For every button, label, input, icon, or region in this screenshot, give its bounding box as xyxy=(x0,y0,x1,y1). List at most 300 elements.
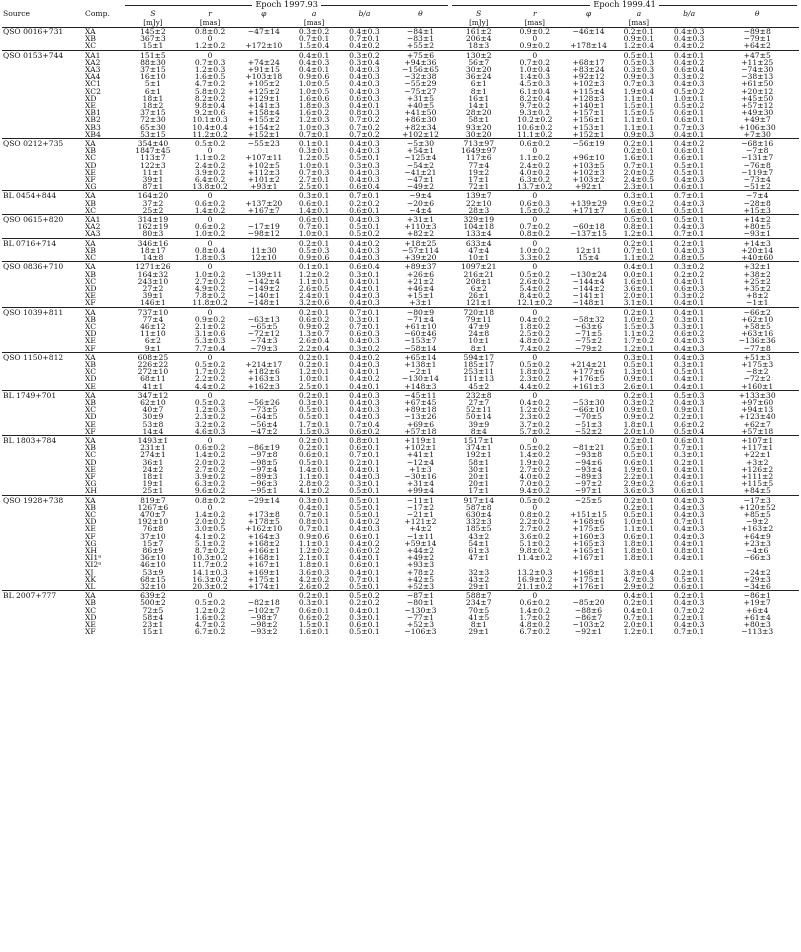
table-cell: +82±2 xyxy=(406,230,435,239)
table-row xyxy=(2,162,799,169)
table-cell: 0.6±0.2 xyxy=(349,427,380,436)
table-cell: +65±14 xyxy=(391,352,450,361)
table-cell: 0.4±0.3 xyxy=(349,337,380,345)
table-cell: 0 xyxy=(183,215,238,224)
table-row xyxy=(2,361,799,368)
table-cell: −98±2 xyxy=(250,621,278,629)
table-cell: 0.8±0.1 xyxy=(338,435,391,444)
source-cell-empty xyxy=(2,254,82,262)
table-cell: 2.2±0.2 xyxy=(519,518,551,526)
component-label: XD xyxy=(85,330,97,338)
component-label: XC xyxy=(85,254,97,262)
table-cell: −60±18 xyxy=(572,223,605,231)
table-cell: +154±2 xyxy=(247,123,280,131)
table-cell: +78±2 xyxy=(406,568,435,576)
table-cell: 2.0±0.2 xyxy=(194,458,226,466)
header-unit xyxy=(338,18,391,28)
table-cell: 1.8±0.2 xyxy=(519,322,551,331)
table-cell: 11±10 xyxy=(140,330,166,338)
table-cell: 14.1±0.3 xyxy=(192,568,228,576)
table-cell: +32±1 xyxy=(715,262,799,271)
table-cell: 25±2 xyxy=(142,206,164,215)
table-cell: 30±20 xyxy=(465,66,492,74)
table-cell: 1.5±0.1 xyxy=(623,102,655,110)
table-cell: 0.4±0.3 xyxy=(349,27,380,36)
component-label: XB xyxy=(85,35,97,43)
table-cell: +8±2 xyxy=(746,292,769,300)
table-cell: 20±1 xyxy=(468,480,490,488)
table-cell: 0.5±0.4 xyxy=(673,427,705,436)
table-cell: +171±7 xyxy=(572,206,605,215)
source-cell-empty xyxy=(2,147,82,154)
table-cell xyxy=(562,215,615,224)
source-cell-empty xyxy=(2,278,82,285)
table-cell: 1.2±0.1 xyxy=(623,344,655,353)
table-cell: 0.4±0.2 xyxy=(519,315,551,323)
table-row xyxy=(2,80,799,87)
table-row xyxy=(2,307,799,316)
table-cell: 0 xyxy=(183,238,238,247)
table-row xyxy=(2,230,799,238)
table-cell: 0.4±0.1 xyxy=(663,307,716,316)
table-cell: +167±1 xyxy=(247,561,280,569)
table-cell: 0.7±0.1 xyxy=(338,307,391,316)
table-cell: 5.7±0.2 xyxy=(519,427,551,436)
table-cell: 2.2±0.1 xyxy=(623,472,655,481)
source-cell-empty xyxy=(2,42,82,50)
table-cell: 13.7±0.2 xyxy=(517,183,553,191)
table-cell: 16.9±0.2 xyxy=(517,575,553,584)
table-cell: 3.3±0.2 xyxy=(519,254,551,262)
table-cell: −144±4 xyxy=(572,277,605,285)
component-label: XE xyxy=(85,382,96,391)
table-cell: 0.5±0.1 xyxy=(298,413,330,421)
table-row xyxy=(2,131,799,139)
table-cell: +14±2 xyxy=(715,215,799,224)
table-cell: 3.8±0.4 xyxy=(623,568,655,576)
table-cell: −139±11 xyxy=(245,270,283,278)
table-cell: 0.8±0.3 xyxy=(349,109,380,117)
table-row xyxy=(2,390,799,399)
table-cell: −125±4 xyxy=(404,154,437,162)
table-row xyxy=(2,466,799,473)
table-cell: +151±15 xyxy=(570,511,607,519)
table-cell: 0.4±0.1 xyxy=(349,102,380,110)
component-label: XC xyxy=(85,406,97,414)
table-cell: 0.3±0.1 xyxy=(290,191,338,200)
table-cell: 133±4 xyxy=(465,230,492,239)
table-cell: 0.9±0.1 xyxy=(673,406,705,414)
table-cell: 0.5±0.2 xyxy=(519,360,551,369)
table-cell: 1.1±0.1 xyxy=(623,123,655,131)
table-cell: 58±1 xyxy=(468,458,490,466)
table-cell: 9.8±0.2 xyxy=(519,547,551,555)
source-cell-empty xyxy=(2,299,82,307)
table-cell: 2.4±0.5 xyxy=(623,176,655,184)
source-cell-empty xyxy=(2,292,82,299)
table-row xyxy=(2,59,799,66)
table-cell: 4.4±0.2 xyxy=(519,382,551,391)
source-cell-empty xyxy=(2,533,82,540)
table-cell: 0.5±0.2 xyxy=(673,87,705,95)
table-cell: +82±34 xyxy=(404,123,437,131)
table-cell: 23±1 xyxy=(142,621,164,629)
table-cell: 0 xyxy=(507,262,562,271)
header-col: θ xyxy=(418,9,423,18)
table-cell: 1.8±0.2 xyxy=(519,368,551,376)
table-cell: 1.8±0.1 xyxy=(623,420,655,428)
table-cell: +86±30 xyxy=(404,116,437,124)
table-cell: 0.6±0.1 xyxy=(290,215,338,224)
table-row xyxy=(2,200,799,207)
table-cell: 0.7±0.1 xyxy=(673,230,705,239)
table-cell: 0.7±0.1 xyxy=(298,525,330,533)
table-cell: −56±26 xyxy=(247,398,280,407)
table-cell: 164±20 xyxy=(123,191,182,200)
table-cell: 737±10 xyxy=(123,307,182,316)
table-cell: 500±2 xyxy=(140,599,166,607)
table-cell: 1.2±0.2 xyxy=(194,606,226,614)
source-cell-empty xyxy=(2,583,82,591)
table-cell: 206±4 xyxy=(465,35,492,43)
table-cell: +80±5 xyxy=(743,223,771,231)
table-cell: 24±8 xyxy=(468,330,490,338)
table-cell: 0.4±0.1 xyxy=(663,50,716,59)
table-cell: 9.4±0.2 xyxy=(519,487,551,496)
table-cell: +20±12 xyxy=(741,87,774,95)
table-cell: 0.3±0.1 xyxy=(298,398,330,407)
table-cell xyxy=(562,352,615,361)
table-cell: 0.5±0.1 xyxy=(298,406,330,414)
table-cell: −4±4 xyxy=(409,206,432,215)
table-cell: 2.0±0.1 xyxy=(623,621,655,629)
table-cell: 0.4±0.3 xyxy=(349,413,380,421)
table-cell: −130±3 xyxy=(404,606,437,614)
table-row xyxy=(2,473,799,480)
table-cell: 1.4±0.1 xyxy=(298,206,330,215)
component-label: XA xyxy=(82,262,123,271)
table-cell: 0.3±0.1 xyxy=(615,352,663,361)
table-cell: 1.4±0.3 xyxy=(519,73,551,81)
table-cell: 104±18 xyxy=(463,223,495,231)
table-cell: 117±6 xyxy=(465,154,492,162)
table-cell: +112±3 xyxy=(247,168,280,177)
table-cell: 0 xyxy=(183,50,238,59)
table-cell: +94±13 xyxy=(741,406,774,414)
header-col: θ xyxy=(754,9,760,18)
table-row xyxy=(2,109,799,116)
table-cell: 1649±97 xyxy=(461,147,497,155)
table-cell: 0.4±0.3 xyxy=(349,147,380,155)
table-cell: 0.4±0.3 xyxy=(338,390,391,399)
table-cell: 8±4 xyxy=(470,427,487,436)
component-label: XF xyxy=(85,344,96,353)
component-label: XB xyxy=(85,503,97,511)
table-cell: 3.0±0.5 xyxy=(194,525,226,533)
header-unit xyxy=(715,18,799,28)
table-cell: 0.3±0.1 xyxy=(615,191,663,200)
table-cell: 8.7±0.2 xyxy=(194,547,226,555)
table-cell: +61±4 xyxy=(743,613,771,622)
table-cell: −20±6 xyxy=(406,199,435,207)
table-cell: 1.9±0.1 xyxy=(623,465,655,473)
table-row xyxy=(2,547,799,554)
source-cell-empty xyxy=(2,368,82,375)
table-cell: 93±20 xyxy=(465,123,492,131)
table-cell: +31±1 xyxy=(391,215,450,224)
table-cell: 39±1 xyxy=(142,176,164,184)
table-cell: 208±1 xyxy=(465,277,492,285)
component-label: XB xyxy=(85,599,97,607)
source-cell-empty xyxy=(2,473,82,480)
table-row xyxy=(2,554,799,561)
table-cell: 0.4±0.1 xyxy=(349,606,380,614)
table-row xyxy=(2,406,799,413)
table-cell: +26±6 xyxy=(406,270,435,278)
header-unit: [mas] xyxy=(615,18,663,28)
table-cell: 0.7±0.2 xyxy=(673,606,705,614)
table-cell: +62±7 xyxy=(743,420,771,428)
source-cell-empty xyxy=(2,466,82,473)
table-cell: 77±4 xyxy=(468,161,490,169)
source-cell-empty xyxy=(2,621,82,628)
table-cell: +158±4 xyxy=(247,109,280,117)
table-cell: −60±46 xyxy=(404,330,437,338)
table-cell: −74±30 xyxy=(741,66,774,74)
table-row xyxy=(2,28,799,36)
source-cell-empty xyxy=(2,451,82,458)
table-cell: 231±1 xyxy=(140,444,166,452)
table-cell: 5.3±0.3 xyxy=(194,337,226,345)
source-cell-empty xyxy=(2,323,82,330)
table-cell: 72±1 xyxy=(468,183,490,191)
table-cell: 192±10 xyxy=(137,518,169,526)
table-cell: 720±18 xyxy=(450,307,507,316)
epoch1-label: Epoch 1997.93 xyxy=(252,0,320,9)
table-cell: 0.6±0.3 xyxy=(349,94,380,103)
table-cell: −142±4 xyxy=(247,277,280,285)
table-cell: −1±1 xyxy=(746,299,769,308)
table-cell: 0.4±0.3 xyxy=(673,525,705,533)
table-cell xyxy=(238,262,291,271)
table-cell: 0.9±0.2 xyxy=(623,199,655,207)
table-cell: +41±50 xyxy=(404,109,437,117)
table-cell: +152±1 xyxy=(247,130,280,139)
table-cell: 1.2±0.3 xyxy=(194,66,226,74)
table-cell: 0.2±0.1 xyxy=(673,413,705,421)
table-cell: +20±14 xyxy=(741,246,774,255)
table-cell: 1.8±0.1 xyxy=(298,561,330,569)
table-cell: 0 xyxy=(507,352,562,361)
table-cell: 15±7 xyxy=(142,539,164,548)
table-cell: +133±30 xyxy=(715,390,799,399)
component-label: XB xyxy=(85,270,97,278)
table-cell: +40±5 xyxy=(406,102,435,110)
table-cell: 0.2±0.1 xyxy=(298,444,330,452)
table-cell: +214±17 xyxy=(245,360,283,369)
table-cell: 0.6±0.1 xyxy=(349,532,380,540)
component-label: XC xyxy=(85,451,97,459)
source-cell-empty xyxy=(2,487,82,495)
table-cell: 347±12 xyxy=(123,390,182,399)
table-cell: +92±1 xyxy=(574,183,603,191)
table-cell: +157±1 xyxy=(572,109,605,117)
table-cell: 32±10 xyxy=(140,583,166,591)
table-cell: 3.2±0.2 xyxy=(194,420,226,428)
table-cell: 0.7±0.1 xyxy=(349,322,380,331)
component-label: XE xyxy=(85,465,96,473)
table-cell: −32±38 xyxy=(404,73,437,81)
table-cell: 1.2±0.5 xyxy=(298,154,330,162)
table-cell: −80±1 xyxy=(406,599,435,607)
component-label: XL xyxy=(85,583,96,591)
component-label: XA xyxy=(82,139,123,148)
table-cell: +177±6 xyxy=(572,368,605,376)
table-cell: 0.6±0.1 xyxy=(349,444,380,452)
table-cell: 0.2±0.1 xyxy=(663,238,716,247)
component-label: XB xyxy=(85,398,97,407)
table-cell: 0.3±0.1 xyxy=(349,270,380,278)
table-cell: 36±24 xyxy=(465,73,492,81)
source-cell-empty xyxy=(2,399,82,406)
table-cell: −137±15 xyxy=(570,230,607,239)
table-cell: 0.2±0.1 xyxy=(615,495,663,504)
table-cell: 2.4±0.2 xyxy=(519,161,551,169)
table-cell: +115±5 xyxy=(741,480,774,488)
table-cell: 0 xyxy=(507,591,562,600)
table-row xyxy=(2,223,799,230)
table-cell: 19±1 xyxy=(142,480,164,488)
component-label: XE xyxy=(85,102,96,110)
table-cell: 0.4±0.2 xyxy=(673,42,705,51)
table-cell: 7.8±0.2 xyxy=(194,292,226,300)
table-cell: 0.4±0.1 xyxy=(349,277,380,285)
component-label: XF xyxy=(85,299,96,308)
table-cell: 14±8 xyxy=(142,254,164,262)
table-row xyxy=(2,569,799,576)
table-row xyxy=(2,116,799,123)
table-cell: 29±1 xyxy=(468,628,490,636)
table-cell: +92±12 xyxy=(572,73,605,81)
table-cell: 0.7±0.2 xyxy=(519,223,551,231)
table-cell: 0.7±0.1 xyxy=(338,191,391,200)
table-cell: 0.4±0.3 xyxy=(349,87,380,95)
table-cell: −93±1 xyxy=(743,230,771,239)
table-cell: +153±1 xyxy=(572,123,605,131)
table-cell: 2.9±0.2 xyxy=(623,480,655,488)
table-cell: −66±10 xyxy=(572,406,605,414)
table-row xyxy=(2,124,799,131)
table-cell: +18±25 xyxy=(391,238,450,247)
source-name: QSO 0615+820 xyxy=(2,215,82,224)
table-row xyxy=(2,621,799,628)
table-cell: 21.1±0.2 xyxy=(517,583,553,591)
source-cell-empty xyxy=(2,518,82,525)
table-cell: 0.4±0.3 xyxy=(663,352,716,361)
table-cell: −97±2 xyxy=(574,480,603,488)
table-cell: 0.4±0.1 xyxy=(673,277,705,285)
table-cell: 1.4±0.2 xyxy=(519,606,551,614)
table-cell: 0.3±0.3 xyxy=(623,66,655,74)
table-cell: 0.6±0.4 xyxy=(673,66,705,74)
table-cell: −79±3 xyxy=(250,344,278,353)
table-cell: 68±15 xyxy=(140,575,166,584)
table-cell: 354±40 xyxy=(123,139,182,148)
table-cell: 2.6±0.2 xyxy=(298,583,330,591)
table-row xyxy=(2,518,799,525)
table-cell: +61±10 xyxy=(404,322,437,331)
table-cell: 4.9±0.2 xyxy=(194,284,226,293)
table-cell: 9.7±0.2 xyxy=(519,102,551,110)
source-cell-empty xyxy=(2,361,82,368)
table-cell: 79±11 xyxy=(465,315,492,323)
table-cell: 4.0±0.2 xyxy=(519,168,551,177)
table-cell: 1.2±0.2 xyxy=(298,270,330,278)
table-cell: 0.5±0.1 xyxy=(623,511,655,519)
table-cell: 1.7±0.1 xyxy=(298,420,330,428)
table-cell: −98±7 xyxy=(250,613,278,622)
table-cell: +176±1 xyxy=(572,583,605,591)
table-cell: 0 xyxy=(532,147,538,155)
table-cell: +3±1 xyxy=(409,299,432,308)
table-cell xyxy=(562,591,615,600)
table-cell xyxy=(238,307,291,316)
table-row xyxy=(2,50,799,59)
table-cell: 0.5±0.1 xyxy=(663,215,716,224)
source-cell-empty xyxy=(2,207,82,215)
table-cell: +163±3 xyxy=(247,375,280,383)
table-cell xyxy=(562,390,615,399)
table-cell: +61±50 xyxy=(741,80,774,88)
table-cell: 0.4±0.3 xyxy=(349,168,380,177)
table-cell: +141±3 xyxy=(247,102,280,110)
table-cell: +35±2 xyxy=(743,284,771,293)
table-cell xyxy=(450,561,507,568)
table-cell: +107±11 xyxy=(245,154,283,162)
table-cell: −71±5 xyxy=(574,330,603,338)
table-cell: +19±7 xyxy=(743,599,771,607)
table-cell: 0.8±0.2 xyxy=(183,495,238,504)
table-cell: +176±5 xyxy=(572,375,605,383)
component-label: XC1 xyxy=(85,80,101,88)
component-label: XF xyxy=(85,628,96,636)
table-cell: +75±6 xyxy=(391,50,450,59)
table-cell: 1.8±0.3 xyxy=(194,254,226,262)
source-cell-empty xyxy=(2,176,82,183)
table-row xyxy=(2,345,799,353)
table-cell: 0.5±0.1 xyxy=(615,50,663,59)
table-cell: 2.9±0.2 xyxy=(623,583,655,591)
table-cell: +128±3 xyxy=(572,94,605,103)
header-unit: [mas] xyxy=(290,18,338,28)
table-cell: −86±1 xyxy=(715,591,799,600)
table-cell: 1.3±0.1 xyxy=(623,368,655,376)
table-cell: +126±2 xyxy=(741,465,774,473)
table-cell: 0.3±0.1 xyxy=(298,147,330,155)
table-cell: 13.8±0.2 xyxy=(192,183,228,191)
table-cell: 6.4±0.2 xyxy=(194,176,226,184)
table-cell: 2.4±0.2 xyxy=(194,161,226,169)
table-row xyxy=(2,176,799,183)
table-cell: 58±4 xyxy=(142,613,164,622)
table-cell: 1.4±0.2 xyxy=(194,511,226,519)
table-cell: +162±3 xyxy=(247,382,280,391)
table-cell: +117±1 xyxy=(741,444,774,452)
table-cell: +25±2 xyxy=(743,277,771,285)
table-cell: 3.6±0.3 xyxy=(623,487,655,496)
table-cell: 0.7±0.1 xyxy=(663,191,716,200)
table-cell: −49±2 xyxy=(406,183,435,191)
